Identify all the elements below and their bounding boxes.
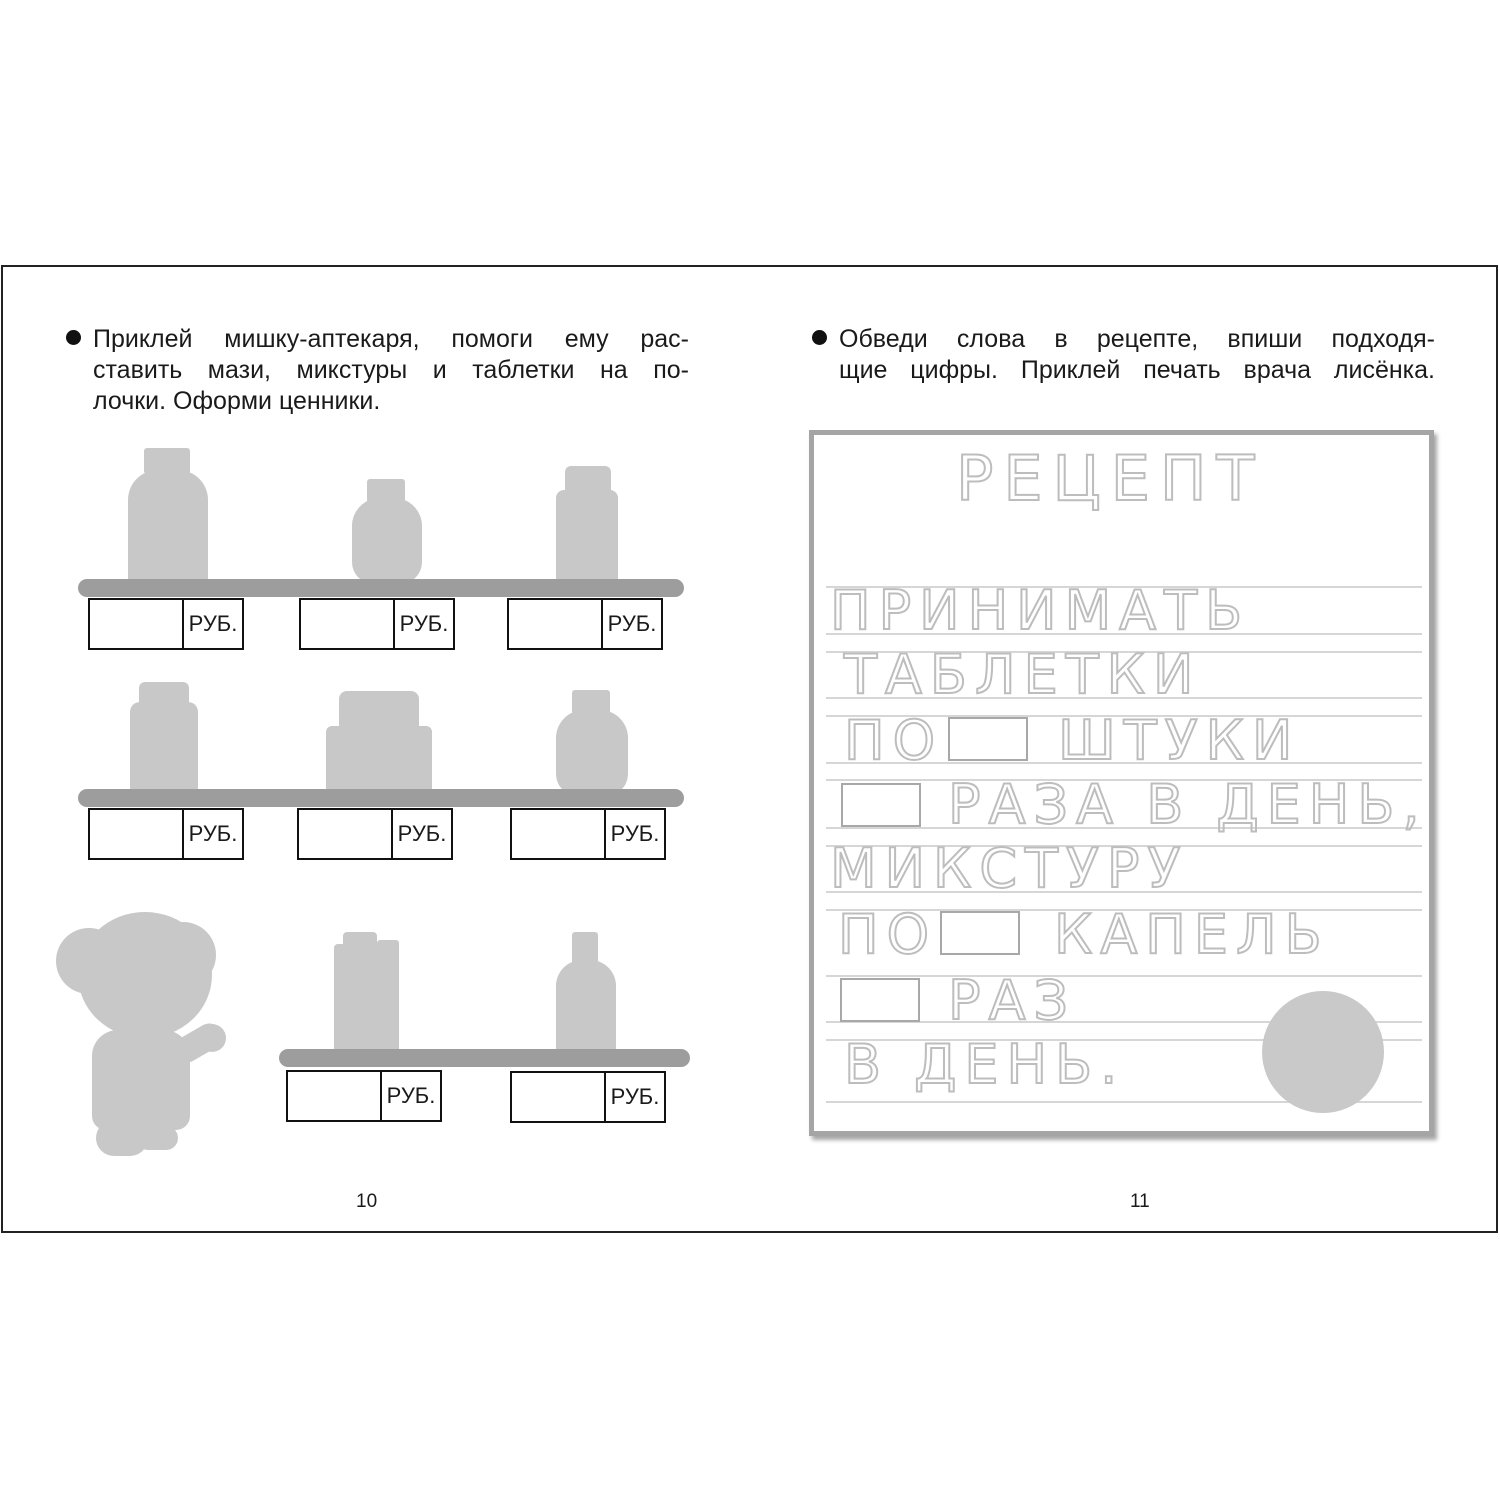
price-tag[interactable]: [88, 598, 244, 650]
currency-label: РУБ.: [188, 611, 238, 636]
number-input-box[interactable]: [840, 978, 920, 1022]
stamp-sticker-placeholder[interactable]: [1262, 991, 1384, 1113]
page-number: 11: [1130, 1191, 1150, 1212]
instruction-line: Приклей мишку-аптекаря, помоги ему рас-: [93, 325, 689, 353]
trace-word[interactable]: ПРИНИМАТЬ: [830, 579, 1251, 642]
price-tag[interactable]: [507, 598, 663, 650]
recipe-title[interactable]: РЕЦЕПТ: [956, 442, 1265, 515]
currency-label: РУБ.: [188, 821, 238, 846]
number-input-box[interactable]: [841, 783, 921, 827]
instruction-line: щие цифры. Приклей печать врача лисёнка.: [839, 356, 1435, 384]
trace-word[interactable]: КАПЕЛЬ: [1054, 903, 1330, 966]
recipe-card: [809, 430, 1434, 1136]
currency-label: РУБ.: [610, 821, 660, 846]
currency-label: РУБ.: [386, 1083, 436, 1108]
price-input[interactable]: [288, 1072, 382, 1120]
instruction-line: Обведи слова в рецепте, впиши подходя-: [839, 325, 1435, 353]
trace-word[interactable]: РАЗ: [948, 969, 1077, 1032]
price-tag[interactable]: [510, 808, 666, 860]
price-input[interactable]: [512, 810, 606, 858]
page-number: 10: [356, 1191, 378, 1212]
shelf: [78, 579, 684, 597]
price-tag[interactable]: [88, 808, 244, 860]
price-tag[interactable]: [297, 808, 453, 860]
writing-line: [826, 975, 1422, 977]
currency-label: РУБ.: [397, 821, 447, 846]
price-tag[interactable]: [510, 1071, 666, 1123]
trace-word[interactable]: В ДЕНЬ.: [844, 1033, 1126, 1096]
price-tag[interactable]: [299, 598, 455, 650]
trace-word[interactable]: ТАБЛЕТКИ: [844, 643, 1202, 706]
number-input-box[interactable]: [940, 911, 1020, 955]
currency-label: РУБ.: [399, 611, 449, 636]
bullet-icon: [812, 330, 827, 345]
price-input[interactable]: [299, 810, 393, 858]
trace-word[interactable]: ПО: [844, 709, 944, 772]
right-instruction: [839, 324, 1435, 386]
instruction-line: ставить мази, микстуры и таблетки на по-: [93, 356, 689, 384]
currency-label: РУБ.: [607, 611, 657, 636]
trace-word[interactable]: МИКСТУРУ: [830, 837, 1189, 900]
number-input-box[interactable]: [948, 717, 1028, 761]
trace-word[interactable]: РАЗА В ДЕНЬ,: [948, 773, 1428, 836]
price-input[interactable]: [512, 1073, 606, 1121]
currency-label: РУБ.: [610, 1084, 660, 1109]
price-input[interactable]: [509, 600, 603, 648]
price-tag[interactable]: [286, 1070, 442, 1122]
left-instruction: [93, 324, 689, 417]
price-input[interactable]: [90, 600, 184, 648]
bullet-icon: [66, 330, 81, 345]
shelf: [279, 1049, 690, 1067]
price-input[interactable]: [90, 810, 184, 858]
instruction-line: лочки. Оформи ценники.: [93, 387, 381, 415]
price-input[interactable]: [301, 600, 395, 648]
shelf: [78, 789, 684, 807]
trace-word[interactable]: ПО: [838, 903, 938, 966]
trace-word[interactable]: ШТУКИ: [1058, 709, 1301, 772]
